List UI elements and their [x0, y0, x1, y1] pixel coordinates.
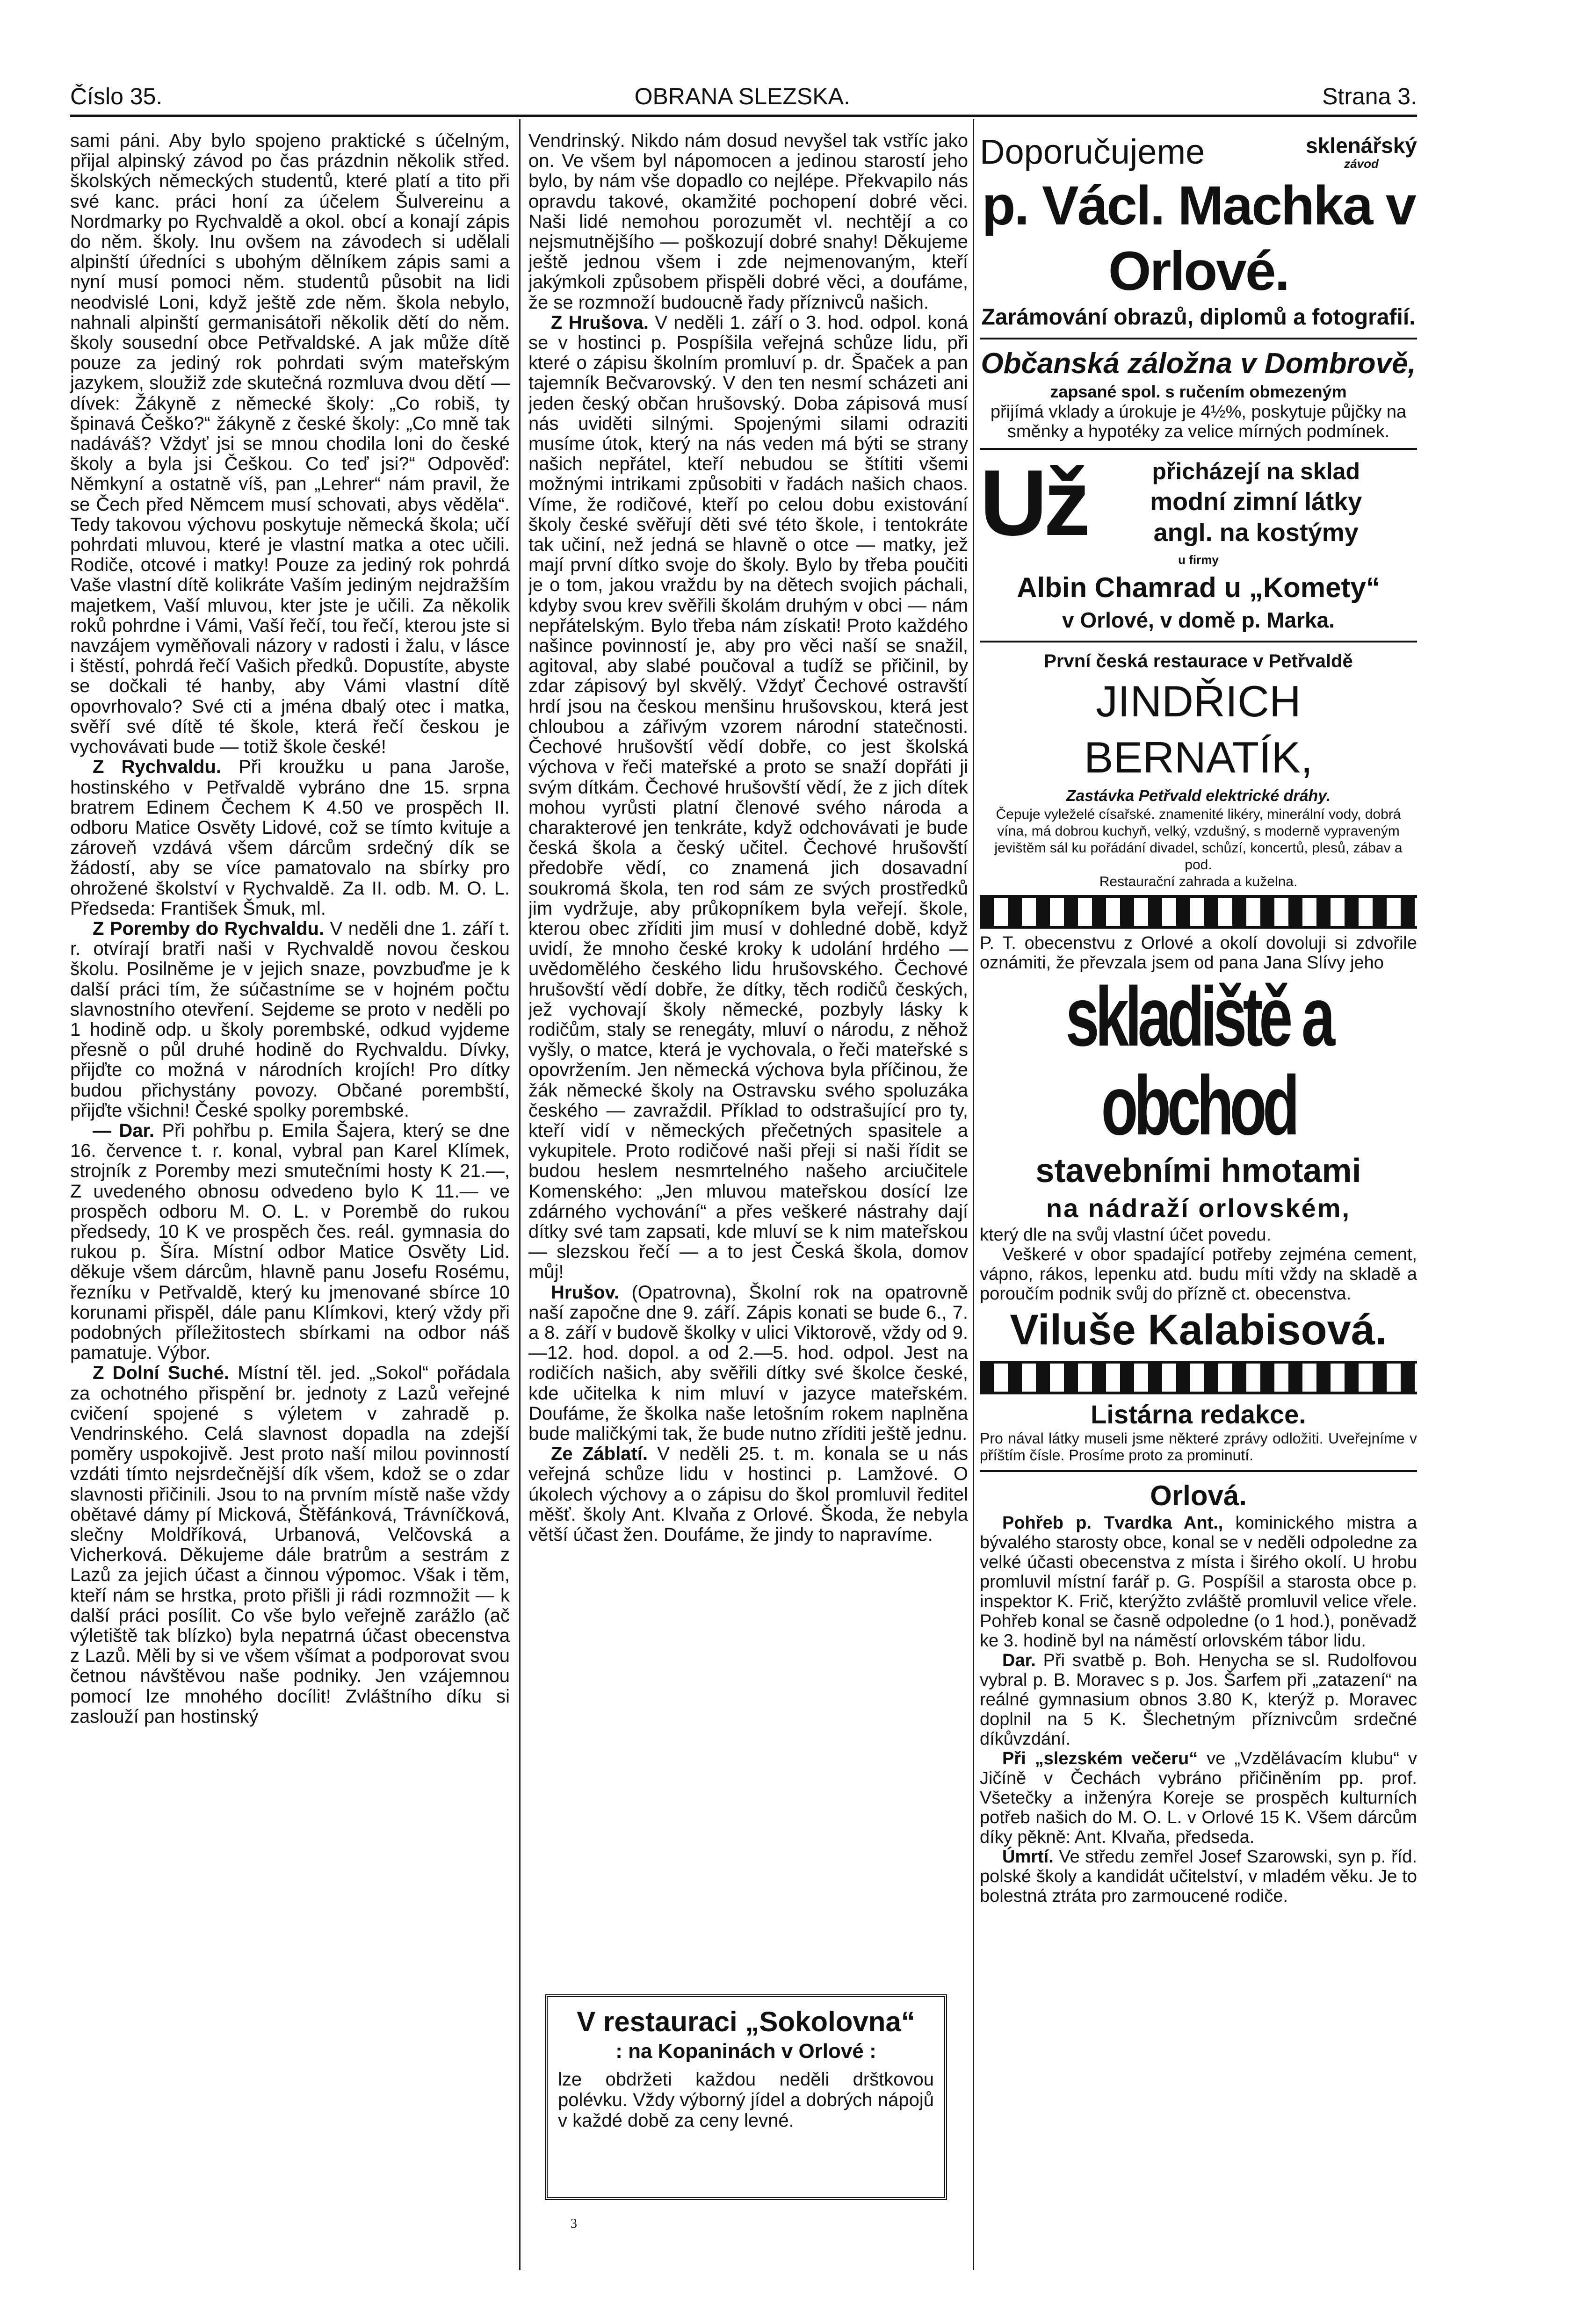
article-title: Při „slezském večeru“ — [1002, 1749, 1198, 1768]
ad-textiles — [980, 451, 1417, 555]
ad-glazier — [980, 131, 1417, 331]
article-text: sami páni. Aby bylo spojeno praktické s účelným, přijal alpinský závod po čas prázdnin několik střed. školských německých studentů, které platí a tito při své kanc. práci honí za účelem Šulvereinu a Nordmarky po Rychvaldě a okol. obcí a konají zápis do něm. školy. Inu ovšem na závodech si udělali alpinští úředníci s ubohým dělníkem zápis sami a nyní musí pomoci něm. studentů působit na lidi neodvislé Loni, když ještě zde něm. škola nebylo, nahnali alpinští germanisátoři několik dětí do něm. školy sousední obce Petřvaldské. A jak může dítě pouze za jediný rok pohrdati svým mateřským jazykem, sloužiž zde skutečná rozmluva dvou dětí — dívek: Žákyně z německé školy: „Co robiš, ty špinavá Češko?“ žákyně z české školy: „Co mně tak nadáváš? Vždyť jsi se mnou chodila loni do české školy a byla jsi Češkou. Co teď jsi?“ Odpověď: Němkyní a ostatně víš, pan „Lehrer“ nám pravil, že se Čech před Němcem musí schovati, abys věděla“. Tedy takovou výchovu poskytuje německá škola; učí pohrdati mluvou, které je vlastní matka a otec učili. Rodiče, otcové i matky! Pouze za jediný rok pohrdá Vaše vlastní dítě kolikráte Vaším jediným nejdražším majetkem, Vaší mluvou, kter jste je učili. Za několik roků pohrdne i Vámi, Vaší řečí, tou řečí, kterou jste si navzájem vyměňovali názory v radosti i žalu, v lásce i štěstí, pohrdá řečí Vašich předků. Dopustíte, abyste se dočkali té hanby, aby Vámi vlastní dítě opovrhovalo? Své cti a jména dbalý otec i matka, svěří své dítě té škole, která řečí českou je vychovávati bude — totiž škole české! — [70, 130, 510, 758]
ad-bank — [980, 346, 1417, 441]
column-divider — [973, 119, 974, 2270]
article-text: Místní těl. jed. „Sokol“ pořádala za ochotného přispění br. jednoty z Lazů veřejné cvičení spojené s výletem v zahradě p. Vendrinského. Celá slavnost dopadla na zdejší poměry uspokojivě. Jest proto naší milou povinností vzdáti tímto nejsrdečnější dík všem, kdož se o zdar slavnosti přičinili. Jsou to na prvním místě naše vždy obětavé dámy pí Micková, Štěfánková, Trávníčková, slečny Moldříková, Urbanová, Velčovská a Vicherková. Děkujeme dále bratrům a sestrám z Lazů za jejich účast a činnou výpomoc. Však i těm, kteří nám se hrstka, proto přišli ji rádi rozmnožit — k další práci posílit. Co vše bylo veřejně zarážlo (ač výletiště tak blízko) byla nepatrná účast obecenstva z Lazů. Měli by si ve všem všímat a podporovat svou četnou návštěvou naše podniky. Jen vzájemnou pomocí lze mnohého docílit! Zvláštního díku si zaslouží pan hostinský — [70, 1363, 510, 1727]
orlova-news — [980, 1479, 1417, 1906]
article-title: Z Poremby do Rychvaldu. — [93, 918, 325, 939]
article — [70, 1121, 510, 1363]
article-title: Z Dolní Suché. — [93, 1363, 229, 1384]
newspaper-page — [70, 72, 1417, 2266]
article — [70, 1363, 510, 1727]
article — [980, 1749, 1417, 1847]
page-number: Strana 3. — [1322, 83, 1417, 109]
ad-separator — [980, 338, 1417, 339]
article-title: Hrušov. — [551, 1282, 619, 1303]
article-text: ve „Vzdělávacím klubu“ v Jičíně v Čechách vybráno přičiněním pp. prof. Všetečky a inženýra Koreje se prospěch kulturních potřeb našich do M. O. L. v Orlové 15 K. Všem dárcům díky pěkně: Ant. Klvaňa, předseda. — [980, 1749, 1417, 1847]
ad-company-name: p. Václ. Machka v Orlové. — [982, 175, 1415, 302]
ad-building-materials — [980, 933, 1417, 1356]
ad-label: sklenářský — [1306, 133, 1417, 158]
issue-number: Číslo 35. — [70, 83, 163, 109]
article — [980, 1513, 1417, 1651]
header-rule — [70, 115, 1417, 117]
article-text: V neděli dne 1. září t. r. otvírají bratři naši v Rychvaldě novou českou školu. Posilněme je v jejich snaze, povzbuďme je k další práci tím, že súčastníme se v hojném počtu slavnostního otevření. Sejdeme se proto v neděli po 1 hodině odp. u školy porembské, odkud vyjdeme přesně o půl druhé hodině do Rychvaldu. Dívky, přijďte co možná v národních krojích! Pro dítky budou přichystány povozy. Občané porembští, přijďte všichni! České spolky porembské. — [70, 918, 510, 1121]
ad-subtitle: : na Kopaninách v Orlové : — [615, 2040, 876, 2063]
ad-text: Zarámování obrazů, diplomů a fotografií. — [981, 305, 1416, 330]
ad-text: lze obdržeti každou neděli drštkovou polévku. Vždy výborný jídel a dobrých nápojů v každé době za ceny levné. — [558, 2069, 934, 2131]
article-title: Ze Záblatí. — [551, 1443, 648, 1465]
ad-label: závod — [1344, 157, 1379, 171]
article-title: Úmrtí. — [1002, 1847, 1054, 1867]
article-text: kominického mistra a bývalého starosty obce, konal se v neděli odpoledne za velké účasti obecenstva z místa i širého okolí. U hrobu promluvil místní farář p. G. Pospíšil a starosta obce p. inspektor K. Frič, kterýžto zvláště promluvil velice vřele. Pohřeb konal se časně odpoledne (o 1 hod.), poněvadž ke 3. hodině byl na náměstí orlovském tábor lidu. — [980, 1513, 1417, 1651]
ad-company-name: JINDŘICH BERNATÍK, — [1084, 677, 1313, 782]
ad-separator — [980, 641, 1417, 642]
page-mark: 3 — [571, 2216, 577, 2231]
ad-text: Čepuje vyleželé císařské. znamenité likéry, minerální vody, dobrá vína, má dobrou kuchyň, velký, vzdušný, s moderně vypraveným jevištěm sál ku pořádání divadel, schůzí, koncertů, plesů, zábav a pod. — [994, 807, 1403, 873]
page-header — [70, 72, 1417, 110]
ad-restaurant — [980, 649, 1417, 890]
ad-text: modní zimní látky — [1150, 488, 1362, 516]
ad-text: přijímá vklady a úrokuje je 4½%, poskytuje půjčky na směnky a hypotéky za velice mírných podmínek. — [990, 402, 1407, 441]
article-text: Při svatbě p. Boh. Henycha se sl. Rudolfovou vybral p. B. Moravec s p. Jos. Šarfem při „zatazení“ na reálné gymnasium obnos 3.80 K, kterýž p. Moravec doplnil na 5 K. Šlechetným příznivcům srdečné díkůvzdání. — [980, 1651, 1417, 1749]
article-title: Dar. — [1002, 1651, 1036, 1670]
column-1 — [70, 131, 510, 2263]
column-divider — [519, 119, 521, 2270]
article-title: Z Hrušova. — [551, 312, 649, 333]
article-text: Ve středu zemřel Josef Szarowski, syn p. říd. polské školy a kandidát učitelství, v mladém věku. Je to bolestná ztráta pro zarmoucené rodiče. — [980, 1847, 1417, 1906]
ad-text: angl. na kostýmy — [1153, 519, 1359, 547]
article-text: Při pohřbu p. Emila Šajera, který se dne 16. července t. r. konal, vybral pan Karel Klímek, strojník z Poremby mezi smutečními hosty K 21.—, Z uvedeného obnosu odvedeno bylo K 11.— ve prospěch odboru M. O. L. v Porembě do rukou předsedy, 10 K ve prospěch čes. reál. gymnasia do rukou p. Šíra. Místní odbor Matice Osvěty Lid. děkuje všem dárcům, hlavně panu Josefu Rosému, řezníku v Petřvaldě, který ku jmenované sbírce 10 korunami přispěl, dále panu Klímkovi, který vždy při podobných příležitostech sbírkami na odbor náš pamatuje. Výbor. — [70, 1120, 510, 1364]
article-text: (Opatrovna), Školní rok na opatrovně naší započne dne 9. září. Zápis konati se bude 6., 7. a 8. září v budově školky v ulici Viktorově, vždy od 9.—12. hod. dopol. a od 2.—5. hod. odpol. Jest na rodičích našich, aby svěřili dítky své školce české, kde učitelka k nim mluví v jazyce mateřském. Doufáme, že školka naše letošním rokem naplněna bude maličkými tak, že bude nutno zříditi ještě jednu. — [528, 1282, 968, 1444]
ad-subtitle: stavebními hmotami — [1035, 1152, 1361, 1190]
section-title: Orlová. — [1150, 1480, 1247, 1511]
ad-address: v Orlové, v domě p. Marka. — [1062, 608, 1335, 632]
ad-text: Restaurační zahrada a kuželna. — [1099, 874, 1298, 889]
article-title: Z Rychvaldu. — [93, 757, 221, 778]
article — [980, 1651, 1417, 1749]
article — [70, 757, 510, 919]
ad-separator — [980, 448, 1417, 450]
column-2 — [528, 131, 968, 2001]
section-text: Pro nával látky museli jsme některé zprávy odložiti. Uveřejníme v příštím čísle. Prosíme proto za prominutí. — [980, 1430, 1417, 1464]
article-text: V neděli 25. t. m. konala se u nás veřejná schůze lidu v hostinci p. Lamžové. O úkolech výchovy a o zápisu do škol promluvil ředitel měšť. školy Ant. Klvaňa z Orlové. Škoda, že nebyla větší účast žen. Doufáme, že jindy to napravíme. — [528, 1443, 968, 1545]
ad-initial: Už — [980, 451, 1087, 555]
ad-text: P. T. obecenstvu z Orlové a okolí dovoluji si zdvořile oznámiti, že převzala jsem od pana Jana Slívy jeho — [980, 933, 1417, 973]
article — [528, 1283, 968, 1444]
ad-heading: skladiště a obchod — [1065, 970, 1331, 1153]
ads-column — [980, 131, 1417, 2282]
ad-text: Veškeré v obor spadající potřeby zejména cement, vápno, rákos, lepenku atd. budu míti vždy na skladě a poroučím podnik svůj do přízně ct. obecenstva. — [980, 1245, 1417, 1304]
section-title: Listárna redakce. — [1091, 1400, 1306, 1429]
ad-subtitle: na nádraží orlovském, — [1046, 1193, 1351, 1223]
article-title: Pohřeb p. Tvardka Ant., — [1002, 1513, 1223, 1533]
article — [980, 1847, 1417, 1906]
ornament-divider — [980, 1361, 1417, 1394]
ad-text: přicházejí na sklad — [1152, 458, 1360, 484]
ad-text: který dle na svůj vlastní účet povedu. — [980, 1225, 1272, 1245]
article — [528, 1444, 968, 1545]
article-text: Vendrinský. Nikdo nám dosud nevyšel tak vstříc jako on. Ve všem byl nápomocen a jedinou starostí jeho bylo, by nám vše dopadlo co nejlépe. Překvapilo nás opravdu takové, okamžité pochopení dobré věci. Naši lidé nemohou porozumět vl. nechtějí a co nejsmutnějšího — poškozují dobré snahy! Děkujeme ještě jednou všem i zde nejmenovaným, kteří jakýmkoli způsobem přispěli dobré věci, a doufáme, že se rozmnoží budoucně řady příznivců našich. — [528, 131, 968, 313]
ad-text: u firmy — [1178, 553, 1219, 567]
article-text: V neděli 1. září o 3. hod. odpol. koná se v hostinci p. Pospíšila veřejná schůze lidu, při které o zápisu školním promluví p. dr. Špaček a pan tajemník Bečvarovský. V den ten nesmí scházeti ani jeden český občan hrušovský. Doba zápisová musí nás uviděti silnými. Spojenými silami odraziti musíme útok, který na nás veden má býti se strany našich nepřátel, kteří nebudou se štítiti všemi možnými intrikami způsobiti v řadách našich chaos. Víme, že rodičové, kteří po celou dobu existování školy české svěřují děti své této škole, i tentokráte tak učiní, než jedná se hlavně o otce — matky, jež mají první dítko svoje do školy. Bylo by třeba poučiti je o tom, jakou vraždu by na dětech svojich páchali, kdyby svou krev svěřili školám druhým v obci — nám nepřátelským. Bylo třeba nám získati! Proto každého našince povinností je, aby pro věci naší se snažil, agitoval, aby slabé poučoval a tudíž se přičinil, by zdar zápisový byl skvělý. Vždyť Čechové ostravští hrdí jsou na českou menšinu hrušovskou, která jest chloubou a zářivým vzorem národní statečnosti. Čechové hrušovští vědí dobře, co jest školská výchova v řeči mateřské a proto se snaží dopřáti ji svým dítkám. Čechové hrušovští vědí, že z jich dítek mohou vyrůsti platní členové svého národa a charakterové jen tenkráte, když odchovávati je bude česká škola a český učitel. Čechové hrušovští předobře vědí, co znamená jich dosavadní soukromá škola, ten rod sám ze svých prostředků jim vydržuje, aby průkopníkem byla veřejí. škole, kterou obec zříditi jim musí v dohledné době, když uvidí, že mnoho české kroky k udolání hrdého — uvědomělého českého lidu hrušovského. Čechové hrušovští vědí dobře, že dítky, těch rodičů českých, jež vychovají školy německé, pozbyly lásky k rodičům, staly se renegáty, mluví o národu, z něhož vyšly, o matce, která je vychovala, o řeči mateřské s opovržením. Jen německá výchova byla příčinou, že žák německé školy na Ostravsku svého spoluzáka českého — zavraždil. Příklad to odstrašující pro ty, kteří vidí v německých přečetných spasitele a vykupitele. Proto rodičové naši přeji si naši řídit se budou heslem nesmrtelného našeho arciučitele Komenského: „Jen mluvou mateřskou dosící lze zdárného vychování“ a přes veškeré nástrahy dají dítky své tam zapsati, kde mluví se k nim mateřskou — slezskou řečí — a to jest Česká škola, domov můj! — [528, 312, 968, 1283]
article-title: — Dar. — [93, 1120, 154, 1141]
ad-subtitle: Zastávka Petřvald elektrické dráhy. — [1066, 787, 1331, 805]
ad-title: V restauraci „Sokolovna“ — [577, 2006, 915, 2037]
ad-signature: Viluše Kalabisová. — [1010, 1306, 1387, 1354]
article — [70, 919, 510, 1121]
ad-heading: Občanská záložna v Dombrově, — [981, 347, 1416, 380]
ad-heading: První česká restaurace v Petřvaldě — [1044, 651, 1353, 671]
ornament-divider — [980, 895, 1417, 929]
editor-letters — [980, 1399, 1417, 1464]
section-separator — [980, 1470, 1417, 1472]
ad-company-name: Albin Chamrad u „Komety“ — [1017, 572, 1380, 603]
sokolovna-ad — [545, 1994, 947, 2200]
ad-heading: Doporučujeme — [980, 132, 1205, 171]
article — [528, 313, 968, 1283]
ad-subtitle: zapsané spol. s ručením obmezeným — [1050, 382, 1347, 401]
article-text: Při kroužku u pana Jaroše, hostinského v Petřvaldě vybráno dne 15. srpna bratrem Edinem Čechem K 4.50 ve prospěch II. odboru Matice Osvěty Lidové, což se tímto kvituje a zároveň vzdává všem dárcům srdečný dík se žádostí, aby se více pamatovalo na sbírky pro ohrožené školství v Rychvaldě. Za II. odb. M. O. L. Předseda: František Šmuk, ml. — [70, 757, 510, 919]
masthead-title: OBRANA SLEZSKA. — [634, 83, 850, 109]
